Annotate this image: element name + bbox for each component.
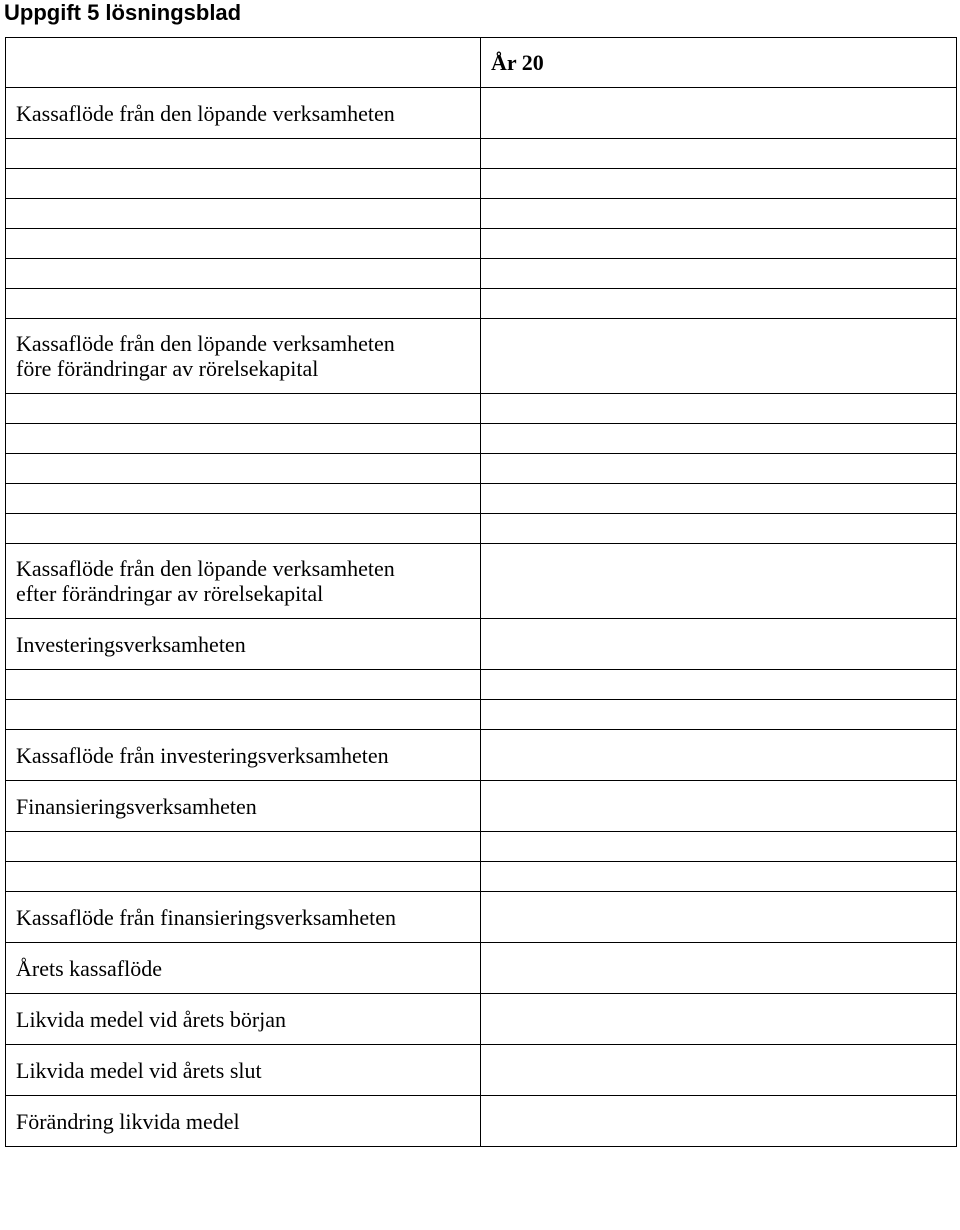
table-row	[6, 781, 957, 832]
amount-cell[interactable]	[481, 700, 957, 730]
amount-cell[interactable]	[481, 229, 957, 259]
row-label-blank[interactable]	[6, 862, 481, 892]
year-header: År 20	[481, 38, 957, 88]
row-label-line: Kassaflöde från den löpande verksamheten	[16, 331, 395, 356]
row-label: Kassaflöde från investeringsverksamheten	[6, 730, 481, 781]
table-row	[6, 994, 957, 1045]
amount-cell[interactable]	[481, 484, 957, 514]
amount-cell[interactable]	[481, 199, 957, 229]
amount-cell[interactable]	[481, 862, 957, 892]
amount-cell[interactable]	[481, 394, 957, 424]
amount-cell[interactable]	[481, 544, 957, 619]
amount-cell[interactable]	[481, 88, 957, 139]
row-label-blank[interactable]	[6, 514, 481, 544]
amount-cell[interactable]	[481, 514, 957, 544]
row-label-line: efter förändringar av rörelsekapital	[16, 581, 324, 606]
cash-flow-table	[5, 37, 957, 1147]
row-label-blank[interactable]	[6, 169, 481, 199]
table-row	[6, 1096, 957, 1147]
row-label-blank[interactable]	[6, 229, 481, 259]
amount-cell[interactable]	[481, 319, 957, 394]
row-label	[6, 319, 481, 394]
page-title: Uppgift 5 lösningsblad	[4, 0, 242, 25]
row-label: Kassaflöde från den löpande verksamheten	[6, 88, 481, 139]
table-row	[6, 514, 957, 544]
table-row	[6, 943, 957, 994]
table-row	[6, 670, 957, 700]
table-row	[6, 199, 957, 229]
table-row	[6, 1045, 957, 1096]
table-row	[6, 730, 957, 781]
amount-cell[interactable]	[481, 169, 957, 199]
row-label	[6, 544, 481, 619]
amount-cell[interactable]	[481, 730, 957, 781]
row-label: Förändring likvida medel	[6, 1096, 481, 1147]
row-label: Investeringsverksamheten	[6, 619, 481, 670]
row-label-line: Kassaflöde från den löpande verksamheten	[16, 556, 395, 581]
table-row	[6, 544, 957, 619]
row-label-line: före förändringar av rörelsekapital	[16, 356, 319, 381]
amount-cell[interactable]	[481, 1096, 957, 1147]
row-label: Finansieringsverksamheten	[6, 781, 481, 832]
table-row	[6, 289, 957, 319]
amount-cell[interactable]	[481, 454, 957, 484]
amount-cell[interactable]	[481, 289, 957, 319]
row-label-blank[interactable]	[6, 199, 481, 229]
table-row	[6, 259, 957, 289]
table-row	[6, 892, 957, 943]
table-row	[6, 424, 957, 454]
amount-cell[interactable]	[481, 139, 957, 169]
row-label: Kassaflöde från finansieringsverksamheten	[6, 892, 481, 943]
table-row	[6, 229, 957, 259]
row-label-blank[interactable]	[6, 670, 481, 700]
amount-cell[interactable]	[481, 619, 957, 670]
table-header-row	[6, 38, 957, 88]
table-row	[6, 394, 957, 424]
row-label: Årets kassaflöde	[6, 943, 481, 994]
table-row	[6, 832, 957, 862]
row-label-blank[interactable]	[6, 454, 481, 484]
row-label-blank[interactable]	[6, 832, 481, 862]
table-row	[6, 319, 957, 394]
row-label-blank[interactable]	[6, 484, 481, 514]
table-row	[6, 454, 957, 484]
table-row	[6, 619, 957, 670]
amount-cell[interactable]	[481, 892, 957, 943]
table-row	[6, 700, 957, 730]
row-label-blank[interactable]	[6, 424, 481, 454]
amount-cell[interactable]	[481, 943, 957, 994]
table-row	[6, 139, 957, 169]
table-row	[6, 484, 957, 514]
row-label-blank[interactable]	[6, 700, 481, 730]
amount-cell[interactable]	[481, 259, 957, 289]
header-label-cell	[6, 38, 481, 88]
amount-cell[interactable]	[481, 994, 957, 1045]
amount-cell[interactable]	[481, 670, 957, 700]
row-label-blank[interactable]	[6, 259, 481, 289]
table-row	[6, 169, 957, 199]
row-label-blank[interactable]	[6, 394, 481, 424]
amount-cell[interactable]	[481, 1045, 957, 1096]
amount-cell[interactable]	[481, 424, 957, 454]
row-label: Likvida medel vid årets slut	[6, 1045, 481, 1096]
amount-cell[interactable]	[481, 832, 957, 862]
row-label-blank[interactable]	[6, 289, 481, 319]
amount-cell[interactable]	[481, 781, 957, 832]
table-row	[6, 862, 957, 892]
row-label-blank[interactable]	[6, 139, 481, 169]
row-label: Likvida medel vid årets början	[6, 994, 481, 1045]
table-row	[6, 88, 957, 139]
